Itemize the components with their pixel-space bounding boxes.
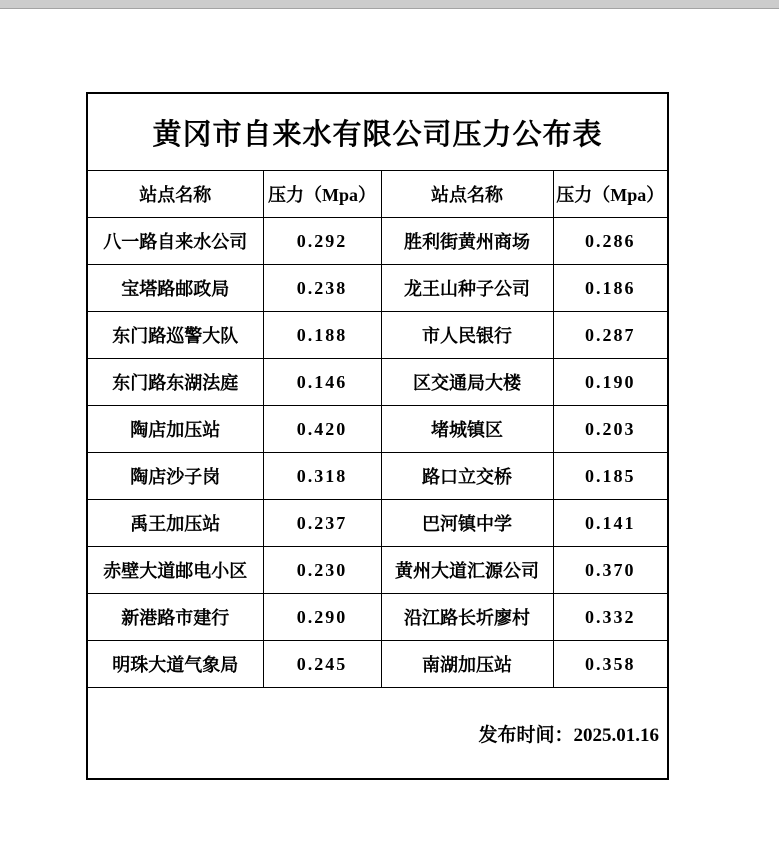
table-row <box>87 218 668 265</box>
station-name-cell: 黄州大道汇源公司 <box>381 547 553 594</box>
table-row <box>87 312 668 359</box>
pressure-value-cell: 0.141 <box>553 500 668 547</box>
station-name-cell: 南湖加压站 <box>381 641 553 688</box>
station-name-cell: 巴河镇中学 <box>381 500 553 547</box>
pressure-value-cell: 0.290 <box>263 594 381 641</box>
table-row <box>87 453 668 500</box>
station-name-cell: 新港路市建行 <box>87 594 263 641</box>
station-name-cell: 路口立交桥 <box>381 453 553 500</box>
pressure-value-cell: 0.230 <box>263 547 381 594</box>
station-name-cell: 禹王加压站 <box>87 500 263 547</box>
station-name-cell: 八一路自来水公司 <box>87 218 263 265</box>
pressure-value-cell: 0.286 <box>553 218 668 265</box>
table-row <box>87 359 668 406</box>
pressure-value-cell: 0.190 <box>553 359 668 406</box>
station-name-cell: 区交通局大楼 <box>381 359 553 406</box>
pressure-value-cell: 0.237 <box>263 500 381 547</box>
pressure-value-cell: 0.203 <box>553 406 668 453</box>
pressure-value-cell: 0.188 <box>263 312 381 359</box>
pressure-value-cell: 0.238 <box>263 265 381 312</box>
station-name-cell: 龙王山种子公司 <box>381 265 553 312</box>
pressure-value-cell: 0.332 <box>553 594 668 641</box>
publish-time-label: 发布时间： <box>478 724 574 746</box>
pressure-value-cell: 0.370 <box>553 547 668 594</box>
station-name-cell: 赤壁大道邮电小区 <box>87 547 263 594</box>
title-row <box>87 93 668 171</box>
pressure-value-cell: 0.185 <box>553 453 668 500</box>
station-name-cell: 市人民银行 <box>381 312 553 359</box>
pressure-value-cell: 0.358 <box>553 641 668 688</box>
table-row <box>87 265 668 312</box>
column-header-pressure-left: 压力（Mpa） <box>263 171 381 218</box>
station-name-cell: 东门路东湖法庭 <box>87 359 263 406</box>
table-body <box>87 218 668 688</box>
pressure-value-cell: 0.146 <box>263 359 381 406</box>
publish-time <box>87 688 668 780</box>
pressure-value-cell: 0.420 <box>263 406 381 453</box>
pressure-value-cell: 0.292 <box>263 218 381 265</box>
column-header-station-left: 站点名称 <box>87 171 263 218</box>
table-row <box>87 406 668 453</box>
station-name-cell: 陶店加压站 <box>87 406 263 453</box>
table-row <box>87 641 668 688</box>
table-row <box>87 500 668 547</box>
publish-time-value: 2025.01.16 <box>573 724 660 746</box>
window-top-strip <box>0 0 779 9</box>
page-title: 黄冈市自来水有限公司压力公布表 <box>87 93 668 171</box>
column-header-pressure-right: 压力（Mpa） <box>553 171 668 218</box>
station-name-cell: 陶店沙子岗 <box>87 453 263 500</box>
pressure-value-cell: 0.318 <box>263 453 381 500</box>
pressure-value-cell: 0.186 <box>553 265 668 312</box>
table-row <box>87 594 668 641</box>
station-name-cell: 沿江路长圻廖村 <box>381 594 553 641</box>
footer-row <box>87 688 668 780</box>
table-row <box>87 547 668 594</box>
station-name-cell: 宝塔路邮政局 <box>87 265 263 312</box>
station-name-cell: 堵城镇区 <box>381 406 553 453</box>
pressure-value-cell: 0.245 <box>263 641 381 688</box>
pressure-table <box>86 92 669 780</box>
header-row <box>87 171 668 218</box>
station-name-cell: 明珠大道气象局 <box>87 641 263 688</box>
column-header-station-right: 站点名称 <box>381 171 553 218</box>
pressure-value-cell: 0.287 <box>553 312 668 359</box>
station-name-cell: 胜利街黄州商场 <box>381 218 553 265</box>
station-name-cell: 东门路巡警大队 <box>87 312 263 359</box>
